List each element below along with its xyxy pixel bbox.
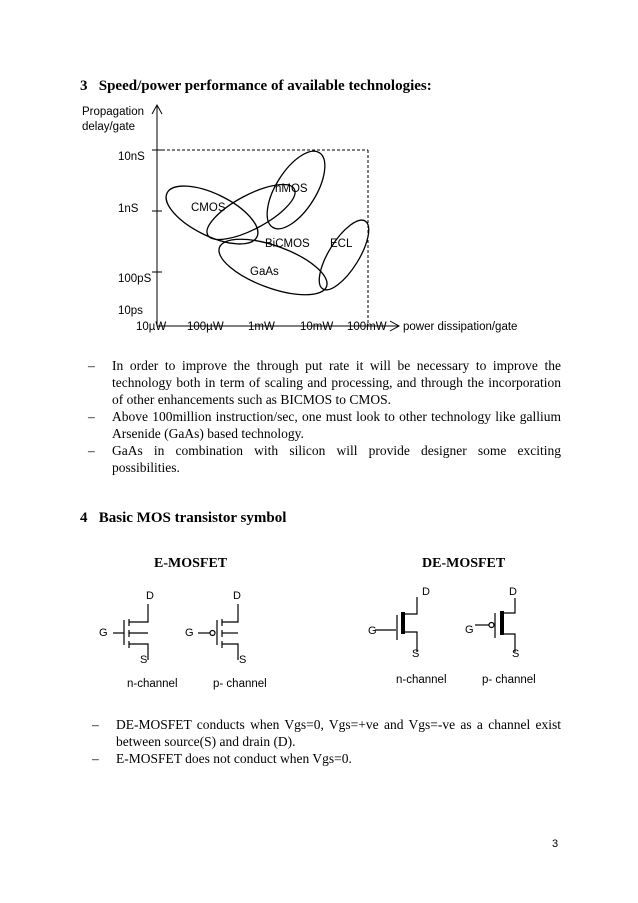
caption-demosfet-p-channel: p- channel — [482, 674, 536, 686]
demosfet-p-channel-symbol — [475, 598, 515, 652]
emosfet-heading: E-MOSFET — [154, 556, 228, 571]
region-label-cmos: CMOS — [191, 202, 226, 214]
x-tick-label: 10mW — [300, 321, 334, 333]
section-3-number: 3 — [80, 78, 88, 94]
pin-label-s: S — [239, 654, 247, 666]
bullet-dash: – — [92, 751, 99, 766]
caption-emosfet-n-channel: n-channel — [127, 678, 178, 690]
section-4-title: Basic MOS transistor symbol — [98, 510, 287, 526]
x-axis-label: power dissipation/gate — [403, 321, 518, 333]
y-tick-label: 10nS — [118, 151, 145, 163]
emosfet-p-channel-symbol — [198, 604, 238, 660]
x-tick-label: 1mW — [248, 321, 275, 333]
list-item: – DE-MOSFET conducts when Vgs=0, Vgs=+ve and Vgs=-ve as a channel exist between source(S) and drain (D). — [92, 717, 561, 749]
section-4-heading — [80, 510, 286, 527]
pin-label-g: G — [185, 627, 194, 639]
pin-label-g: G — [368, 625, 377, 637]
section-3-title: Speed/power performance of available technologies: — [98, 78, 432, 94]
pin-label-d: D — [146, 590, 154, 602]
region-cmos — [158, 174, 266, 256]
demosfet-heading: DE-MOSFET — [422, 556, 506, 571]
section-3-bullets — [88, 357, 561, 476]
x-tick-label: 10µW — [136, 321, 167, 333]
section-4-bullets — [92, 716, 561, 767]
y-tick-label: 100pS — [118, 273, 152, 285]
section-4-number: 4 — [80, 510, 88, 526]
pin-label-s: S — [512, 648, 520, 660]
y-tick-label: 10ps — [118, 305, 143, 317]
region-label-gaas: GaAs — [250, 266, 279, 278]
y-tick-label: 1nS — [118, 203, 139, 215]
pin-label-g: G — [465, 624, 474, 636]
caption-emosfet-p-channel: p- channel — [213, 678, 267, 690]
demosfet-n-channel-symbol — [375, 597, 417, 652]
x-tick-label: 100mW — [347, 321, 387, 333]
list-item: – GaAs in combination with silicon will provide designer some exciting possibilities. — [88, 443, 561, 475]
x-tick-label: 100µW — [187, 321, 224, 333]
bullet-dash: – — [88, 358, 95, 373]
pin-label-d: D — [233, 590, 241, 602]
y-axis-label: Propagation delay/gate — [82, 106, 145, 133]
list-item: – E-MOSFET does not conduct when Vgs=0. — [92, 751, 352, 766]
pin-label-s: S — [412, 648, 420, 660]
bullet-dash: – — [88, 443, 95, 458]
list-item: – Above 100million instruction/sec, one must look to other technology like gallium Arsenide (GaAs) based technology. — [88, 409, 561, 441]
caption-demosfet-n-channel: n-channel — [396, 674, 447, 686]
emosfet-n-channel-symbol — [113, 604, 148, 660]
region-label-bicmos: BiCMOS — [265, 238, 310, 250]
pin-label-d: D — [509, 586, 517, 598]
speed-power-chart — [0, 0, 638, 350]
pin-label-s: S — [140, 654, 148, 666]
region-label-ecl: ECL — [330, 238, 353, 250]
bullet-dash: – — [92, 717, 99, 732]
region-label-nmos: nMOS — [275, 183, 308, 195]
page-number: 3 — [552, 838, 559, 850]
mosfet-symbols — [0, 580, 638, 700]
bullet-dash: – — [88, 409, 95, 424]
list-item: – In order to improve the through put rate it will be necessary to improve the technology both in term of scaling and processing, and through the incorporation of other enhancements such as BICMOS to CMOS. — [88, 358, 561, 407]
pin-label-g: G — [99, 627, 108, 639]
pin-label-d: D — [422, 586, 430, 598]
